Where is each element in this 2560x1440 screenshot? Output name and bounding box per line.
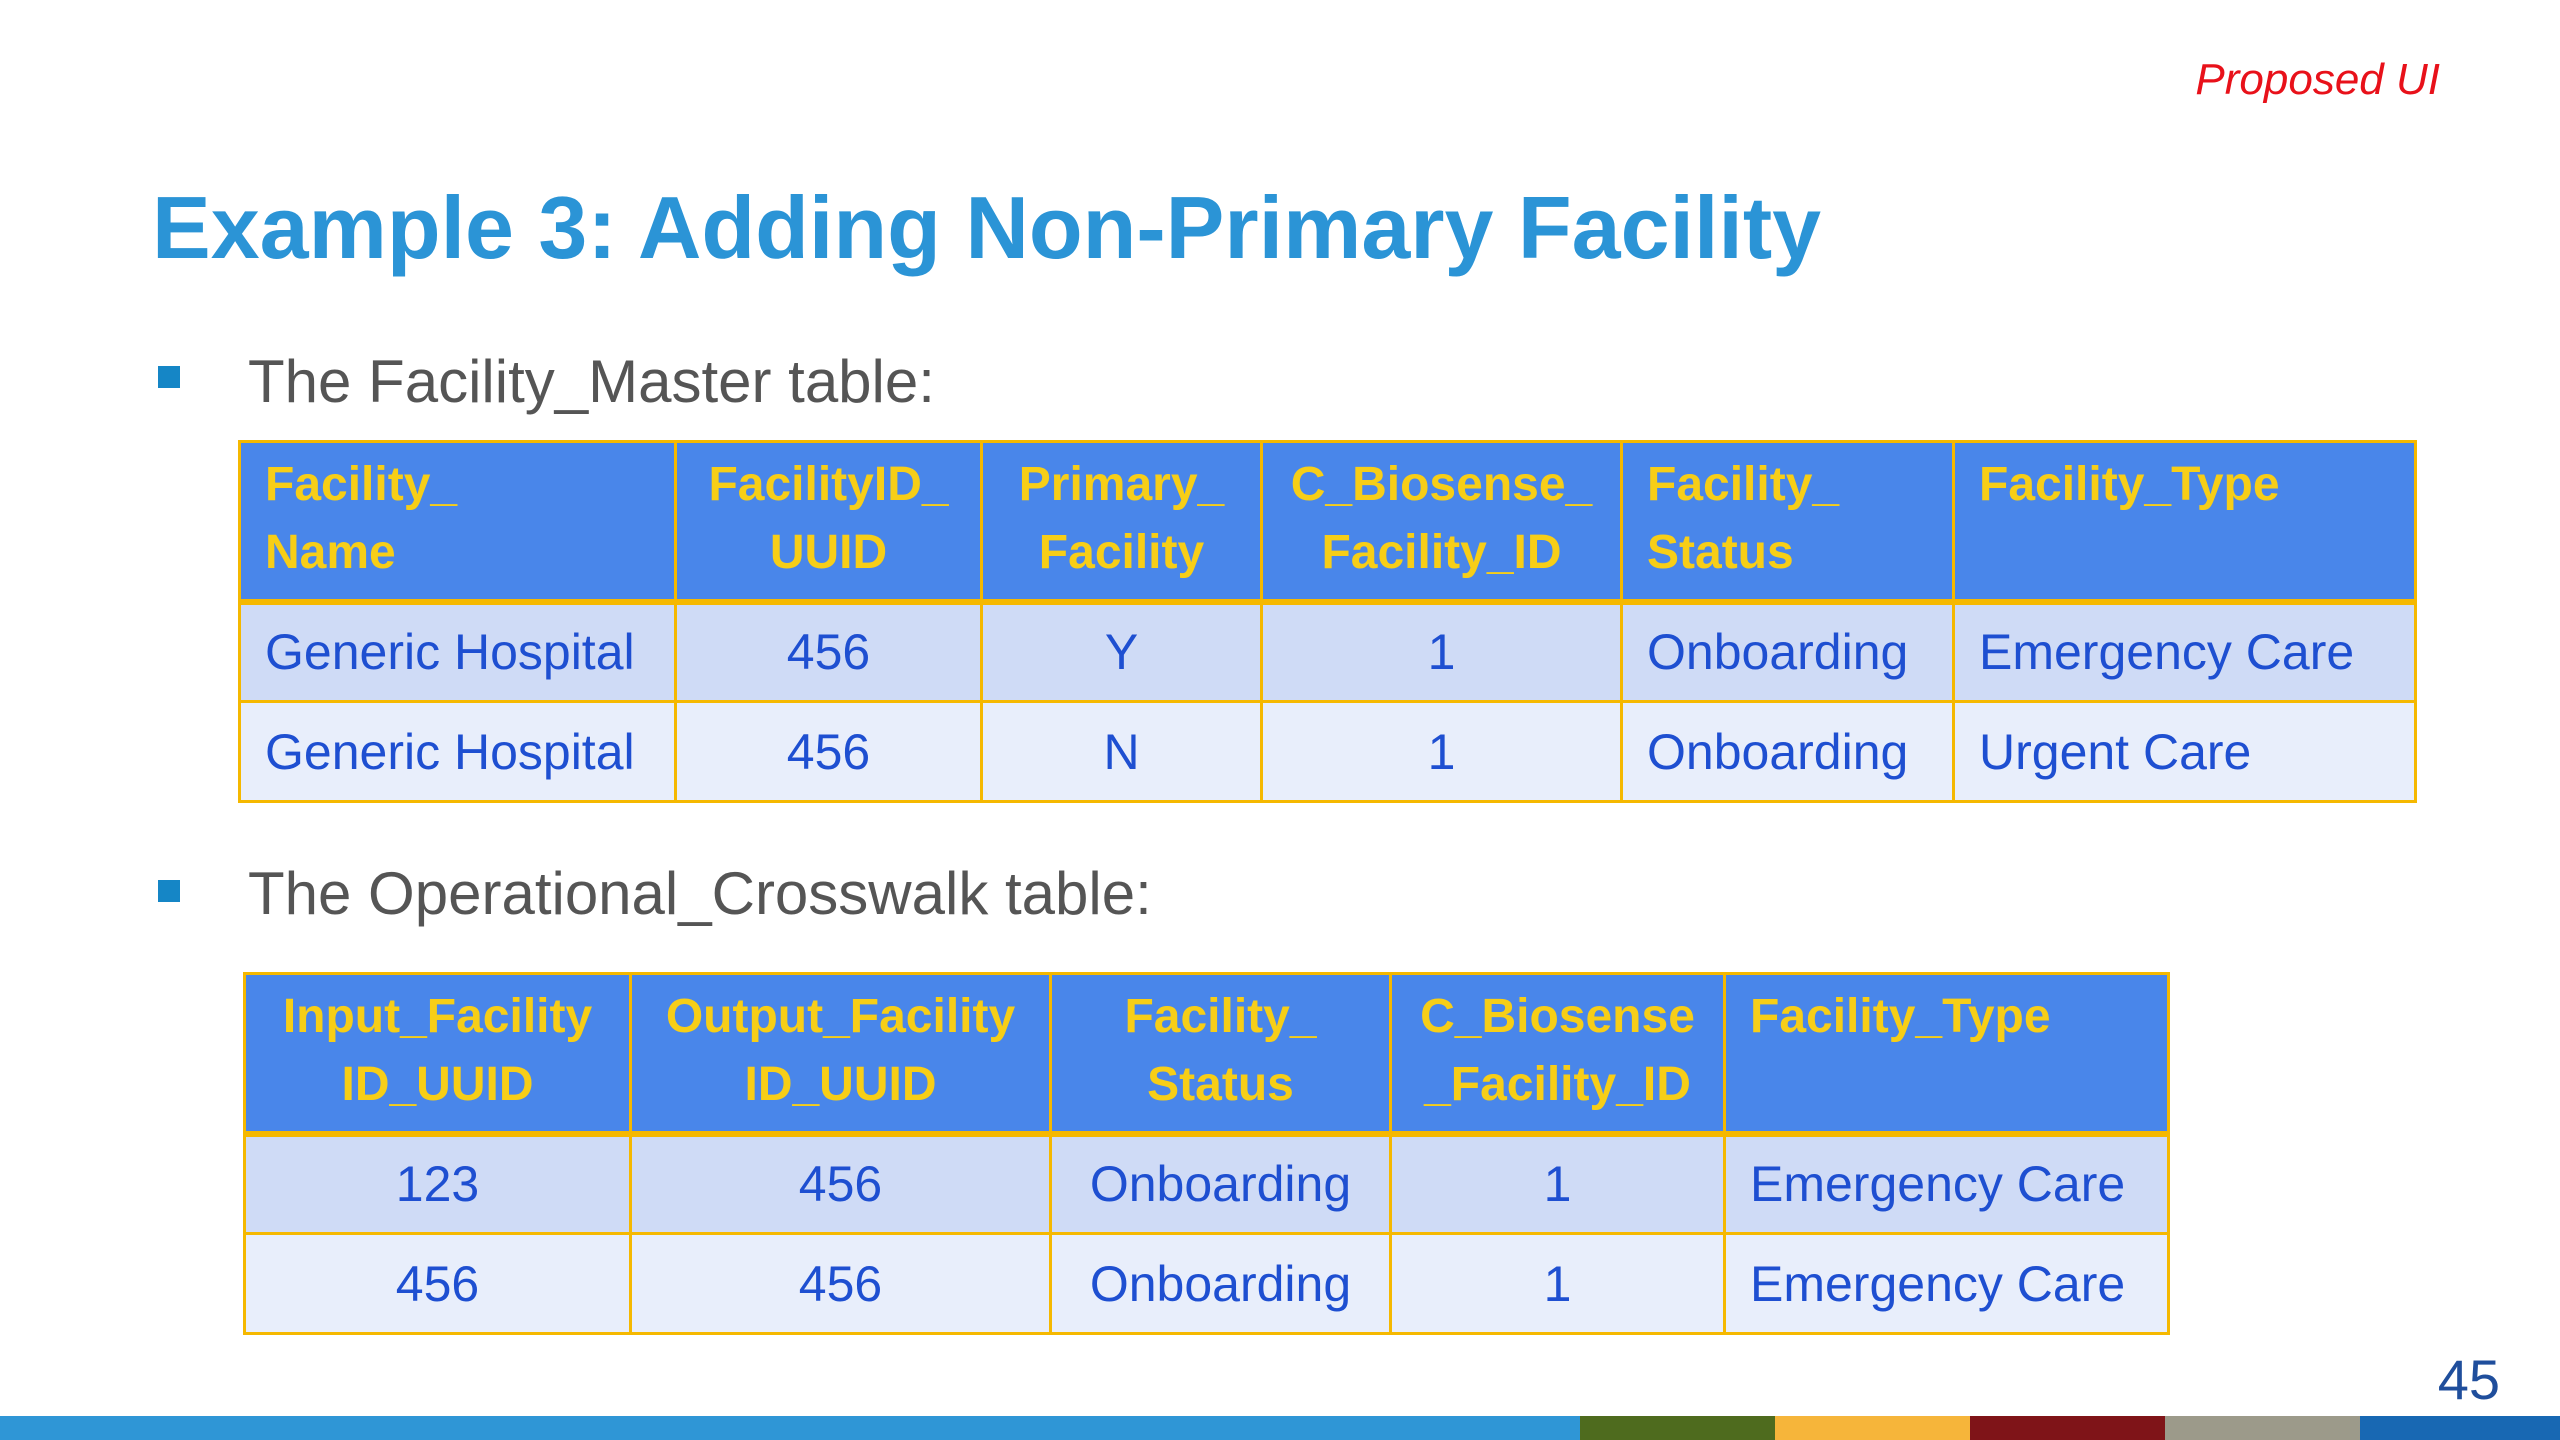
column-header: C_Biosense _Facility_ID [1391,974,1725,1134]
table-row [240,702,2416,802]
column-header: C_Biosense_ Facility_ID [1262,442,1622,602]
table-cell: Generic Hospital [240,602,676,702]
bullet-square-icon [158,880,180,902]
operational-crosswalk-caption: The Operational_Crosswalk table: [248,860,1152,927]
table-row [240,602,2416,702]
column-header: Output_Facility ID_UUID [631,974,1051,1134]
table-cell: 1 [1391,1134,1725,1234]
table-row [245,1234,2169,1334]
table-cell: 456 [676,702,982,802]
footer-segment [1775,1416,1970,1440]
table-cell: Onboarding [1622,702,1954,802]
table-cell: N [982,702,1262,802]
facility-master-table [238,440,2417,803]
column-header: FacilityID_ UUID [676,442,982,602]
table-header-row [240,442,2416,602]
operational-crosswalk-table [243,972,2170,1335]
table-cell: Emergency Care [1725,1234,2169,1334]
table-row [245,1134,2169,1234]
footer-segment [1970,1416,2165,1440]
slide-number: 45 [2437,1348,2500,1411]
table-header-row [245,974,2169,1134]
table-cell: Onboarding [1051,1134,1391,1234]
column-header: Facility_ Status [1051,974,1391,1134]
footer-segment [2360,1416,2560,1440]
column-header: Primary_ Facility [982,442,1262,602]
table-cell: 1 [1262,602,1622,702]
column-header: Facility_Type [1725,974,2169,1134]
table-cell: Onboarding [1622,602,1954,702]
column-header: Facility_ Name [240,442,676,602]
table-cell: 456 [245,1234,631,1334]
table-cell: 456 [631,1134,1051,1234]
table-cell: Generic Hospital [240,702,676,802]
proposed-ui-label: Proposed UI [2195,55,2440,104]
table-cell: 456 [676,602,982,702]
column-header: Input_Facility ID_UUID [245,974,631,1134]
table-cell: 1 [1262,702,1622,802]
column-header: Facility_Type [1954,442,2416,602]
table-cell: Emergency Care [1725,1134,2169,1234]
table-cell: Urgent Care [1954,702,2416,802]
footer-segment [2165,1416,2360,1440]
table-cell: Emergency Care [1954,602,2416,702]
table-cell: 123 [245,1134,631,1234]
slide-title: Example 3: Adding Non-Primary Facility [152,178,1822,277]
table-cell: 456 [631,1234,1051,1334]
table-cell: Onboarding [1051,1234,1391,1334]
bullet-square-icon [158,366,180,388]
table-cell: Y [982,602,1262,702]
facility-master-caption: The Facility_Master table: [248,348,935,415]
column-header: Facility_ Status [1622,442,1954,602]
footer-segment [1580,1416,1775,1440]
footer-segment [0,1416,1580,1440]
table-cell: 1 [1391,1234,1725,1334]
footer-color-bar [0,1416,2560,1440]
